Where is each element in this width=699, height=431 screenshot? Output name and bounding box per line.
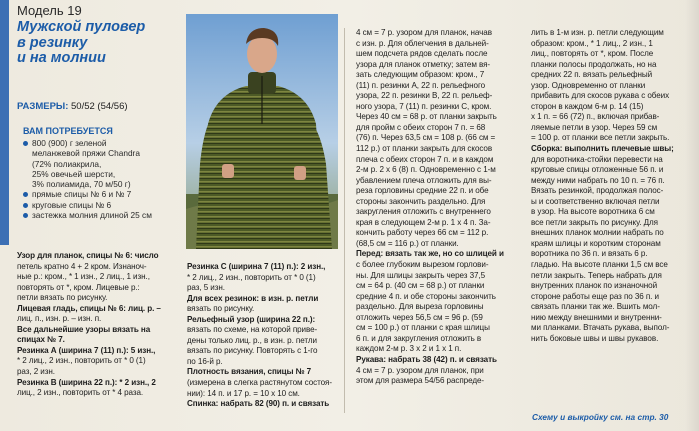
col2-line: Для всех резинок: в изн. р. петли xyxy=(187,293,319,303)
col4-line: все петли закрыть по рисунку. Для xyxy=(531,217,658,227)
col2-line: вязать по схеме, на которой приве- xyxy=(187,325,318,335)
article-title xyxy=(17,20,182,67)
scheme-reference: Схему и выкройку см. на стр. 30 xyxy=(532,412,669,422)
col3-line: (76) п. Через 63,5 см = 108 р. (66 см = xyxy=(356,133,496,143)
col3-line: ного узора, 7 (11) п. резинки С, кром. xyxy=(356,101,492,111)
materials-heading: ВАМ ПОТРЕБУЕТСЯ xyxy=(23,126,113,136)
materials-item: застежка молния длиной 25 см xyxy=(22,210,187,220)
col3-line: (11) п. резинки А, 22 п. рельефного xyxy=(356,80,486,90)
col4-line: краям шлицы и коротким сторонам xyxy=(531,238,661,248)
col3-line: Рукава: набрать 38 (42) п. и связать xyxy=(356,354,497,364)
col4-line: лиц., повторять от *, кром. После xyxy=(531,49,654,59)
col4-line: внутренних планок по изнаночной xyxy=(531,281,658,291)
instructions-column-1 xyxy=(17,251,185,399)
title-line-2: в резинку xyxy=(17,34,88,51)
col4-line: стороне работы еще раз по 36 п. и xyxy=(531,291,659,301)
col2-line: * 2 лиц., 2 изн., повторить от * 0 (1) xyxy=(187,272,316,282)
col1-line: лиц., 2 изн., повторить от * 4 раза. xyxy=(17,388,144,398)
col1-line: раз, 2 изн. xyxy=(17,367,55,377)
col4-line: лить в 1-м изн. р. петли следующим xyxy=(531,28,664,37)
col4-line: Сборка: выполнить плечевые швы; xyxy=(531,144,674,154)
col2-line: Плотность вязания, спицы № 7 xyxy=(187,367,312,377)
col3-line: 4 см = 7 р. узором для планок, начав xyxy=(356,28,492,37)
col4-line: между ними набрать по 10 п. = 76 п. xyxy=(531,175,665,185)
title-line-3: и на молнии xyxy=(17,50,106,66)
col1-line: повторять от *, кром. Лицевые р.: xyxy=(17,282,140,292)
col1-line: спицах № 7. xyxy=(17,335,65,345)
col4-line: связать планки так же. Вшить мол- xyxy=(531,302,660,312)
materials-yarn-line: 800 (900) г зеленой xyxy=(22,138,187,148)
model-photo xyxy=(186,14,338,249)
col1-line: Лицевая гладь, спицы № 6: лиц. р. – xyxy=(17,303,161,313)
col4-line: петли закрыть. Теперь набрать для xyxy=(531,270,662,280)
col3-line: стороны закончить раздельно. Для xyxy=(356,196,486,206)
col3-line: 2-м р. 2 х 6 (8) п. Одновременно с 1-м xyxy=(356,165,496,175)
materials-list xyxy=(22,138,187,220)
col2-line: вязать по рисунку. Повторять с 1-го xyxy=(187,346,318,356)
model-number: Модель 19 xyxy=(17,3,82,18)
col2-line: по 16-й р. xyxy=(187,356,223,366)
model-photo-illustration xyxy=(186,14,338,249)
col3-line: для пройм с обеих сторон 7 п. = 68 xyxy=(356,122,486,132)
instructions-column-3 xyxy=(356,28,526,387)
instructions-column-2 xyxy=(187,262,343,410)
col1-line: Резинка А (ширина 7 (11) п.): 5 изн., xyxy=(17,345,156,355)
col4-line: = 100 р. от планки все петли закрыть. xyxy=(531,133,670,143)
col2-line: вязать по рисунку. xyxy=(187,304,255,314)
col4-line: планки полосы продолжать, но на xyxy=(531,59,657,69)
col1-line: Резинка B (ширина 22 п.): * 2 изн., 2 xyxy=(17,377,156,387)
col2-line: Резинка C (ширина 7 (11) п.): 2 изн., xyxy=(187,262,326,271)
col4-line: х 1 п. = 66 (72) п., включая прибав- xyxy=(531,112,660,122)
materials-item: круговые спицы № 6 xyxy=(22,200,187,210)
col4-line: прибавить для скосов рукава с обеих xyxy=(531,91,670,101)
col3-line: реза горловины средние 22 п. и обе xyxy=(356,186,489,196)
col3-line: Перед: вязать так же, но со шлицей и xyxy=(356,249,504,259)
col3-line: Через 40 см = 68 р. от планки закрыть xyxy=(356,112,497,122)
col2-line: нии): 14 п. и 17 р. = 10 х 10 см. xyxy=(187,388,300,398)
col3-line: 6 п. и для закругления отложить в xyxy=(356,333,482,343)
col3-line: ны. Для шлицы закрыть через 37,5 xyxy=(356,270,485,280)
materials-yarn-line: 3% полиамида, 70 м/50 г) xyxy=(32,179,131,190)
col1-line: петли вязать по рисунку. xyxy=(17,293,108,303)
col3-line: края в следующем 2-м р. 1 х 4 п. За- xyxy=(356,217,491,227)
col4-line: ы и соответственно включая петли xyxy=(531,196,660,206)
col4-line: круговые спицы отложенные 56 п. и xyxy=(531,165,664,175)
col3-line: узора для планок отметку; затем вя- xyxy=(356,59,491,69)
col3-line: раздельно. Для выреза горловины xyxy=(356,302,484,312)
col2-line: Спинка: набрать 82 (90) п. и связать xyxy=(187,399,330,409)
col4-line: сторон в каждом 6-м р. 14 (15) xyxy=(531,101,644,111)
col3-line: 4 см = 7 р. узором для планок, при xyxy=(356,365,484,375)
col4-line: ляемые петли в узор. Через 59 см xyxy=(531,122,658,132)
col4-line: нию между внешними и внутренни- xyxy=(531,312,662,322)
col4-line: нить боковые швы и швы рукавов. xyxy=(531,333,659,343)
col2-line: раз, 5 изн. xyxy=(187,283,225,293)
col3-line: отложить через 56,5 см = 96 р. (59 xyxy=(356,312,483,322)
col3-line: (68,5 см = 116 р.) от планки. xyxy=(356,238,459,248)
col2-line: (измерена в слегка растянутом состоя- xyxy=(187,378,332,388)
col4-line: гладью. На высоте планки 1,5 см все xyxy=(531,260,668,270)
left-accent-bar xyxy=(0,0,9,245)
col3-line: зать следующим образом: кром., 7 xyxy=(356,70,485,80)
col3-line: с изн. р. Для облегчения в дальней- xyxy=(356,38,489,48)
col3-line: закругления отложить с внутреннего xyxy=(356,207,491,217)
col1-line: Узор для планок, спицы № 6: число xyxy=(17,251,159,260)
col3-line: каждом 2-м р. 3 х 2 и 1 х 1 п. xyxy=(356,344,462,354)
title-line-1: Мужской пуловер xyxy=(17,19,146,35)
col3-line: средние 4 п. и обе стороны закончить xyxy=(356,291,496,301)
col1-line: * 2 лиц., 2 изн., повторить от * 0 (1) xyxy=(17,356,146,366)
sizes-value: 50/52 (54/56) xyxy=(71,101,128,112)
col1-line: петель кратно 4 + 2 кром. Изнаноч- xyxy=(17,261,147,271)
col4-line: Вязать резинкой, продолжая полос- xyxy=(531,186,664,196)
col3-line: см = 64 р. (40 см = 68 р.) от планки xyxy=(356,281,485,291)
col3-line: этом для размера 54/56 распреде- xyxy=(356,376,485,386)
sizes-label: РАЗМЕРЫ: xyxy=(17,101,69,112)
col4-line: воротника по 36 п. и вязать 6 р. xyxy=(531,249,648,259)
col3-line: с более глубоким вырезом горлови- xyxy=(356,260,489,270)
col1-line: ные р.: кром., * 1 изн., 2 лиц., 1 изн., xyxy=(17,272,150,282)
materials-yarn-line: 25% овечьей шерсти, xyxy=(32,168,116,179)
col4-line: образом: кром., * 1 лиц., 2 изн., 1 xyxy=(531,38,653,48)
col3-line: узора, 22 п. резинки В, 22 п. рельеф- xyxy=(356,91,493,101)
col4-line: средних 22 п. вязать рельефный xyxy=(531,70,653,80)
column-divider xyxy=(344,28,345,413)
materials-yarn-line: (72% полиакрила, xyxy=(32,158,102,169)
col1-line: лиц. п., изн. р. – изн. п. xyxy=(17,314,102,324)
col3-line: убавлением плеча отложить для вы- xyxy=(356,175,492,185)
col3-line: кончить работу через 66 см = 112 р. xyxy=(356,228,489,238)
col2-line: Рельефный узор (ширина 22 п.): xyxy=(187,314,316,324)
col3-line: шем подсчета рядов сделать после xyxy=(356,49,488,59)
col3-line: плеча с обеих сторон 7 п. и в каждом xyxy=(356,154,494,164)
col1-line: Все дальнейшие узоры вязать на xyxy=(17,324,151,334)
col2-line: дены только лиц. р., в изн. р. петли xyxy=(187,335,317,345)
materials-item: прямые спицы № 6 и № 7 xyxy=(22,189,187,199)
materials-yarn-line: меланжевой пряжи Chandra xyxy=(32,148,140,159)
page-edge-shadow xyxy=(685,0,699,431)
col4-line: для воротника-стойки перевести на xyxy=(531,154,663,164)
col4-line: узор. Одновременно от планки xyxy=(531,80,646,90)
col4-line: внешних планок молнии набрать по xyxy=(531,228,664,238)
col4-line: в узор. На высоте воротника 6 см xyxy=(531,207,655,217)
instructions-column-4 xyxy=(531,28,691,344)
col3-line: см = 100 р.) от планки с края шлицы xyxy=(356,323,490,333)
col4-line: ми планками. Втачать рукава, выпол- xyxy=(531,323,670,333)
col3-line: 112 р.) от планки закрыть для скосов xyxy=(356,144,493,154)
sizes xyxy=(17,101,128,112)
